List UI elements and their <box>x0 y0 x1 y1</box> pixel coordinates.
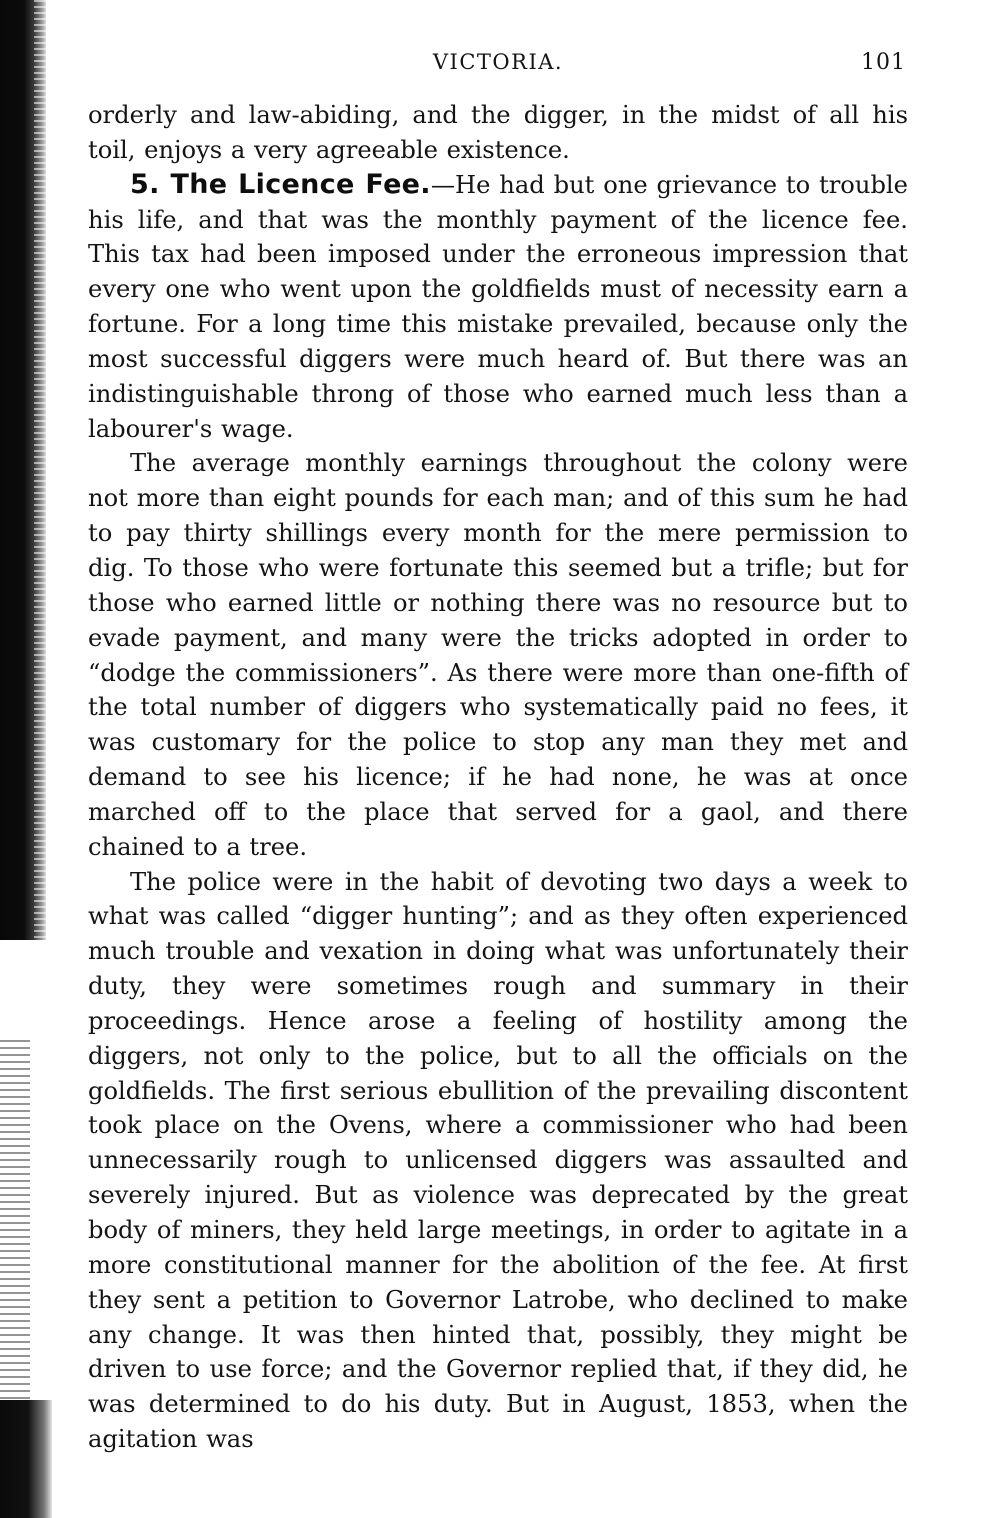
running-header <box>88 50 908 90</box>
paragraph-text: —He had but one grievance to trouble his life, and that was the monthly payment of the licence fee. This tax had been imposed under the erroneous impression that every one who went upon the goldfields must of necessity earn a fortune. For a long time this mistake prevailed, because only the most successful diggers were much heard of. But there was an indistinguishable throng of those who earned much less than a labourer's wage. <box>88 170 908 443</box>
paragraph-continuation: orderly and law-abiding, and the digger, in the midst of all his toil, enjoys a very agreeable existence. <box>88 101 908 164</box>
body-text <box>88 98 908 1457</box>
binding-edge-shadow <box>0 0 46 940</box>
paragraph-police: The police were in the habit of devoting two days a week to what was called “digger hunting”; and as they often experienced much trouble and vexation in doing what was unfortunately their duty, they were sometimes rough and summary in their proceedings. Hence arose a feeling of hostility among the diggers, not only to the police, but to all the officials on the goldfields. The first serious ebullition of the prevailing discontent took place on the Ovens, where a commissioner who had been unnecessarily rough to unlicensed diggers was assaulted and severely injured. But as violence was deprecated by the great body of miners, they held large meetings, in order to agitate in a more constitutional manner for the abolition of the fee. At first they sent a petition to Governor Latrobe, who declined to make any change. It was then hinted that, possibly, they might be driven to use force; and the Governor replied that, if they did, he was determined to do his duty. But in August, 1853, when the agitation was <box>88 867 908 1454</box>
section-heading: 5. The Licence Fee. <box>130 168 431 200</box>
paragraph-licence-fee <box>88 168 908 447</box>
running-title: VICTORIA. <box>432 50 564 74</box>
binding-edge-shadow-lower <box>0 1400 52 1518</box>
page-number: 101 <box>861 50 906 75</box>
paragraph-earnings: The average monthly earnings throughout the colony were not more than eight pounds for each man; and of this sum he had to pay thirty shillings every month for the mere permission to dig. To those who were fortunate this seemed but a trifle; but for those who earned little or nothing there was no resource but to evade payment, and many were the tricks adopted in order to “dodge the commissioners”. As there were more than one-fifth of the total number of diggers who systematically paid no fees, it was customary for the police to stop any man they met and demand to see his licence; if he had none, he was at once marched off to the place that served for a gaol, and there chained to a tree. <box>88 449 908 861</box>
book-page <box>88 50 908 1457</box>
